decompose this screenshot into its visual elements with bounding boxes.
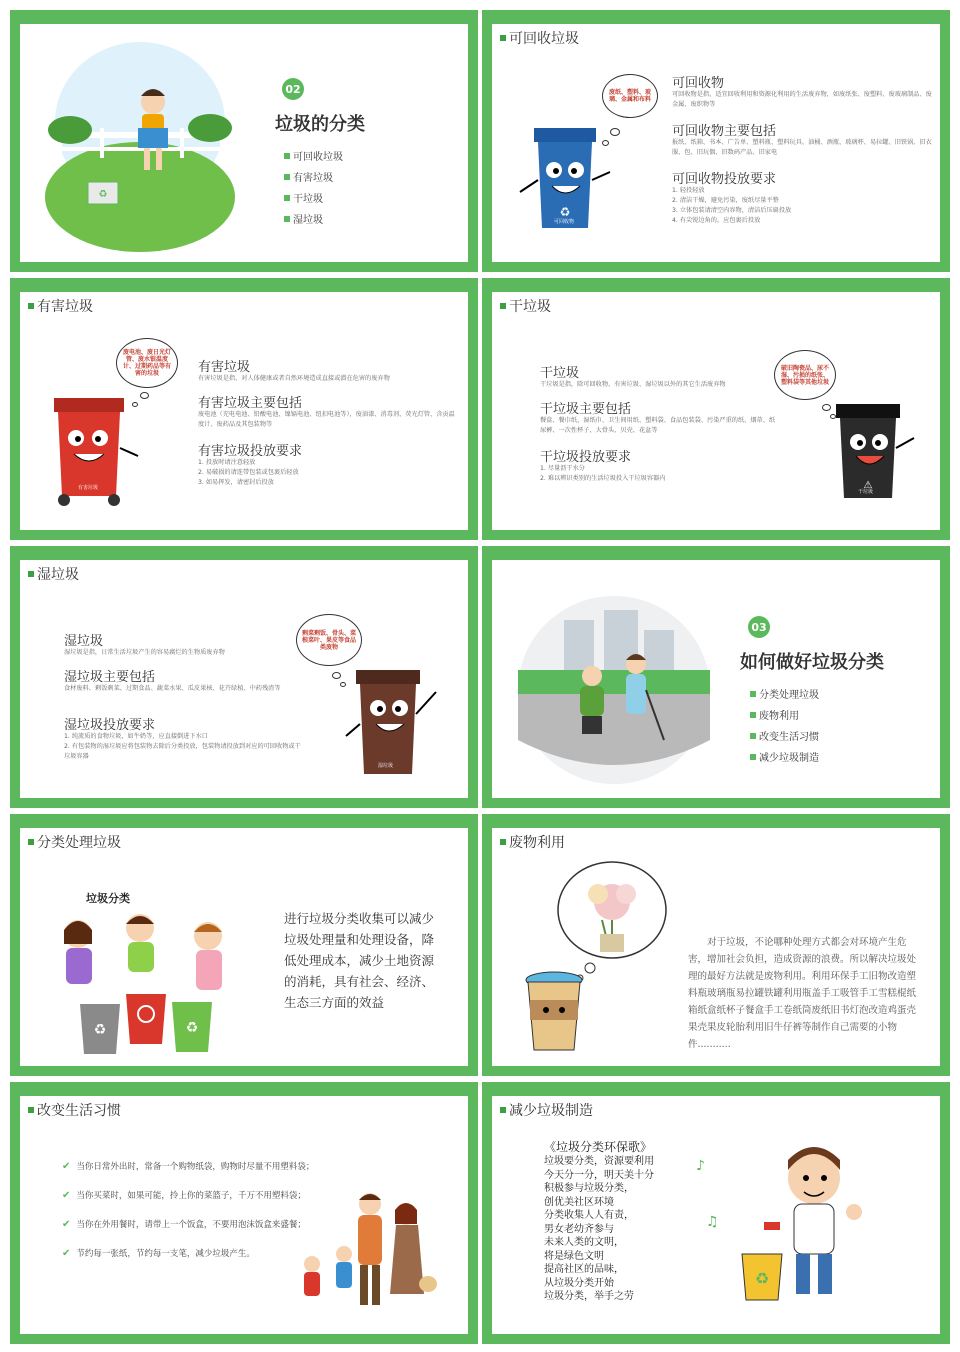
- svg-text:♻: ♻: [559, 205, 571, 219]
- requirements: 1. 投放时请注意轻放 2. 易破损的请连带包装或包裹后轻放 3. 如易挥发，请密封后投放: [198, 459, 299, 486]
- heading: 干垃圾主要包括: [540, 402, 632, 417]
- heading: 有害垃圾主要包括: [198, 396, 303, 411]
- music-note-icon: ♪: [696, 1158, 705, 1174]
- method-item[interactable]: 分类处理垃圾: [750, 686, 819, 701]
- heading: 干垃圾投放要求: [540, 450, 632, 465]
- slide-title: 有害垃圾: [28, 296, 93, 316]
- paragraph: 餐盒、餐巾纸、湿纸巾、卫生间用纸、塑料袋、食品包装袋、污染严重的纸、烟蒂、纸尿裤、一次性杯子、大骨头、贝壳、花盆等: [540, 417, 776, 434]
- habit-item: ✔ 当你在外用餐时，请带上一个饭盒，不要用泡沫饭盒来盛餐；: [62, 1218, 306, 1230]
- svg-text:⚠: ⚠: [863, 480, 873, 491]
- category-item[interactable]: 可回收垃圾: [284, 148, 343, 163]
- bin-label: 有害垃圾: [78, 485, 99, 491]
- requirements: 1. 尽量沥干水分 2. 难以辨识类别的生活垃圾投入干垃圾容器内: [540, 465, 666, 482]
- speech-bubble: 破旧陶瓷品、尿不湿、污损的纸张、塑料袋等其他垃圾: [774, 350, 836, 400]
- category-item[interactable]: 湿垃圾: [284, 211, 343, 226]
- slide-title: 减少垃圾制造: [500, 1100, 593, 1120]
- heading: 湿垃圾: [64, 634, 104, 649]
- body-text: 进行垃圾分类收集可以减少垃圾处理量和处理设备，降低处理成本，减少土地资源的消耗，具有社会、经济、生态三方面的效益: [284, 911, 435, 1010]
- paragraph: 食材废料、剩饭剩菜、过期食品、蔬菜水果、瓜皮果核、花卉绿植、中药残渣等: [64, 685, 281, 692]
- slide-waste-reuse: [482, 814, 950, 1076]
- check-icon: ✔: [62, 1247, 71, 1259]
- slide-change-habits: [10, 1082, 478, 1344]
- method-item[interactable]: 改变生活习惯: [750, 728, 819, 743]
- brown-bin-mascot: [338, 664, 448, 792]
- slide-recyclable: [482, 10, 950, 272]
- music-note-icon: ♫: [706, 1214, 719, 1230]
- slide-sort-processing: [10, 814, 478, 1076]
- svg-text:♻: ♻: [98, 189, 108, 200]
- slide-wet: [10, 546, 478, 808]
- heading: 有害垃圾: [198, 360, 251, 375]
- family-shopping-illustration: [278, 1184, 438, 1334]
- method-list: [750, 686, 819, 770]
- slide-title: 改变生活习惯: [28, 1100, 121, 1120]
- category-item[interactable]: 有害垃圾: [284, 169, 343, 184]
- slide-dry: [482, 278, 950, 540]
- bin-label: 干垃圾: [858, 489, 874, 495]
- slide-garbage-categories: [10, 10, 478, 272]
- section-badge: 02: [282, 78, 304, 100]
- paragraph: 可回收物是指，适宜回收利用和资源化利用的生活废弃物，如废纸张、废塑料、废玻璃制品、废金属、废织物等: [672, 91, 932, 108]
- kid-illustration: [40, 32, 240, 252]
- requirements: 1. 纯流质的食物垃圾，如牛奶等，应直接倒进下水口 2. 有包装物的湿垃圾应将包装物去除后分类投放，包装物请投放到对应的可回收物或干垃圾容器: [64, 733, 301, 760]
- section-badge: 03: [748, 616, 770, 638]
- section-title: 如何做好垃圾分类: [740, 652, 884, 673]
- poem-title: 《垃圾分类环保歌》: [544, 1140, 653, 1154]
- svg-text:♻: ♻: [185, 1020, 199, 1036]
- paragraph: 报纸、纸箱、书本、广告单、塑料瓶、塑料玩具、油桶、酒瓶、玻璃杯、易拉罐、旧铁锅、旧衣服、包、旧玩偶、旧数码产品、旧家电: [672, 139, 932, 156]
- boy-recycling-illustration: [728, 1134, 878, 1314]
- habit-item: ✔ 当你买菜时，如果可能，拎上你的菜篮子，千万不用塑料袋；: [62, 1189, 306, 1201]
- heading: 湿垃圾主要包括: [64, 670, 156, 685]
- slide-title: 废物利用: [500, 832, 565, 852]
- slide-title: 可回收垃圾: [500, 28, 579, 48]
- heading: 湿垃圾投放要求: [64, 718, 156, 733]
- category-list: [284, 148, 343, 232]
- slide-title: 分类处理垃圾: [28, 832, 121, 852]
- heading: 有害垃圾投放要求: [198, 444, 303, 459]
- black-bin-mascot: [818, 398, 928, 512]
- section-title: 垃圾的分类: [275, 114, 365, 135]
- heading: 干垃圾: [540, 366, 580, 381]
- heading: 可回收物主要包括: [672, 124, 777, 139]
- check-icon: ✔: [62, 1160, 71, 1172]
- poem: 垃圾要分类，资源要利用 今天分一分，明天美十分 积极参与垃圾分类， 创优美社区环境 分类收集人人有责， 男女老幼齐参与 未来人类的文明， 将是绿色文明 提高社区的品味， 从垃圾分类开始 垃圾分类，举手之劳: [544, 1156, 654, 1302]
- method-item[interactable]: 减少垃圾制造: [750, 749, 819, 764]
- bin-label: 可回收物: [554, 219, 575, 225]
- cup-flower-illustration: [512, 850, 672, 1060]
- speech-bubble: 废电池、废日光灯管、废水银温度计、过期药品等有害的垃圾: [116, 338, 178, 388]
- category-item[interactable]: 干垃圾: [284, 190, 343, 205]
- people-sweeping-illustration: [514, 590, 714, 790]
- kids-sorting-illustration: [40, 904, 260, 1064]
- speech-bubble: 废纸、塑料、玻璃、金属和布料: [602, 74, 658, 118]
- method-item[interactable]: 废物利用: [750, 707, 819, 722]
- slide-how-to-sort: [482, 546, 950, 808]
- paragraph: 湿垃圾是指，日常生活垃圾产生的容易腐烂的生物质废弃物: [64, 649, 225, 656]
- slide-hazardous: [10, 278, 478, 540]
- habit-item: ✔ 当你日常外出时，常备一个购物纸袋，购物时尽量不用塑料袋；: [62, 1160, 315, 1172]
- check-icon: ✔: [62, 1218, 71, 1230]
- heading: 可回收物投放要求: [672, 172, 777, 187]
- check-icon: ✔: [62, 1189, 71, 1201]
- paragraph: 有害垃圾是指，对人体健康或者自然环境造成直接或潜在危害的废弃物: [198, 375, 390, 382]
- slide-title: 干垃圾: [500, 296, 551, 316]
- requirements: 1. 轻投轻放 2. 清洁干燥，避免污染，废纸尽量平整 3. 立体包装请清空内容物，清洁后压扁投放 4. 有尖锐边角的，应包裹后投放: [672, 187, 792, 224]
- svg-text:♻: ♻: [93, 1022, 107, 1038]
- slide-title: 湿垃圾: [28, 564, 79, 584]
- paragraph: 废电池（充电电池、铅酸电池、镍镉电池、纽扣电池等），废油漆、消毒剂、荧光灯管、含贡温度计、废药品及其包装物等: [198, 411, 455, 428]
- habit-item: ✔ 节约每一张纸，节约每一支笔，减少垃圾产生。: [62, 1247, 255, 1259]
- body-text: 对于垃圾，不论哪种处理方式都会对环境产生危害，增加社会负担，造成资源的浪费。所以解决垃圾处理的最好方法就是废物利用。利用环保手工旧物改造塑料瓶玻璃瓶易拉罐铁罐利用瓶盖手工吸管手工雪糕棍纸箱纸盒纸杯子餐盒手工卷纸筒废纸旧书灯泡改造鸡蛋壳果壳果皮轮胎利用旧牛仔裤等制作自己需要的小物件...........: [688, 937, 917, 1050]
- red-bin-mascot: [38, 392, 148, 516]
- bin-label: 湿垃圾: [378, 763, 394, 769]
- svg-text:♻: ♻: [754, 1269, 770, 1288]
- paragraph: 干垃圾是指，除可回收物、有害垃圾、湿垃圾以外的其它生活废弃物: [540, 381, 726, 388]
- heading: 可回收物: [672, 76, 725, 91]
- speech-bubble: 剩菜剩饭、骨头、菜根菜叶、果皮等食品类废物: [296, 614, 362, 666]
- handwritten-title: 垃圾分类: [86, 892, 130, 905]
- blue-bin-mascot: [512, 120, 622, 244]
- slide-reduce-waste: [482, 1082, 950, 1344]
